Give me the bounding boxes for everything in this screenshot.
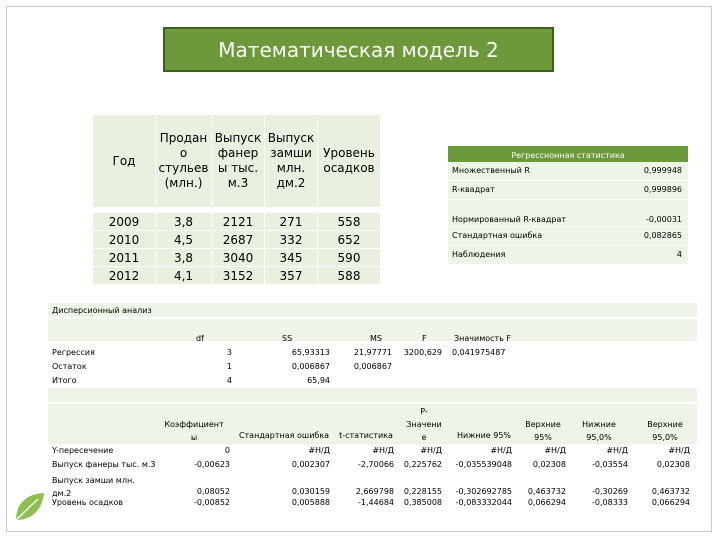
anova-row-label: Остаток [52,362,87,371]
coef-cell: #Н/Д [308,446,330,455]
regstat-row: Стандартная ошибка 0,082865 [448,227,688,246]
table-row: 2010 4,5 2687 332 652 [93,231,381,249]
coef-cell: 0,02308 [656,460,690,469]
coef-cell: 0,385008 [403,498,442,507]
regstat-row: Наблюдения 4 [448,246,688,265]
anova-col-f: F [422,334,427,343]
regstat-row: Множественный R 0,999948 [448,162,688,181]
coef-col-low950: Нижние 95,0% [582,420,616,442]
coef-cell: #Н/Д [668,446,690,455]
coef-cell: 0,066294 [527,498,566,507]
regstat-row: Нормированный R-квадрат -0,00031 [448,200,688,227]
anova-col-sigf: Значимость F [454,334,512,343]
coef-cell: -0,30269 [592,487,628,496]
coef-cell: #Н/Д [606,446,628,455]
coef-cell: -0,00623 [194,460,230,469]
coef-cell: #Н/Д [544,446,566,455]
coef-row-label: Выпуск фанеры тыс. м.3 [52,460,156,469]
table-row: 2012 4,1 3152 357 588 [93,267,381,285]
header-chairs: Продан о стульев (млн.) [156,115,212,208]
coef-cell: -0,03554 [592,460,628,469]
coef-cell: 0,005888 [291,498,330,507]
table-row: 2011 3,8 3040 345 590 [93,249,381,267]
coef-cell: 0,463732 [651,487,690,496]
slide-title [163,27,554,72]
coef-col-low95: Нижние 95% [456,431,512,440]
anova-col-df: df [196,334,204,343]
source-data-table [92,114,381,285]
anova-row-label: Итого [52,376,77,385]
coef-cell: 0,030159 [291,487,330,496]
coef-cell: #Н/Д [420,446,442,455]
anova-col-ss: SS [282,334,293,343]
coef-cell: 0,228155 [403,487,442,496]
regstat-header: Регрессионная статистика [448,146,688,162]
coef-cell: #Н/Д [372,446,394,455]
header-year: Год [93,115,156,208]
table-row: 2009 3,8 2121 271 558 [93,213,381,231]
coef-col-p: P- Значени е [406,407,442,442]
coef-row-label: Уровень осадков [52,498,124,507]
coef-row-label: Выпуск замши млн. дм.2 [52,476,135,498]
header-plywood: Выпуск фанер ы тыс. м.3 [212,115,265,208]
coef-col-up950: Верхние 95,0% [647,420,683,442]
coef-cell: 0,08052 [196,487,230,496]
regstat-row: R-квадрат 0,999896 [448,181,688,200]
coef-row-label: Y-пересечение [52,446,114,455]
coef-col-se: Стандартная ошибка [238,431,330,440]
coef-cell: 0,463732 [527,487,566,496]
coef-cell: 2,669798 [355,487,394,496]
header-suede: Выпуск замши млн. дм.2 [265,115,318,208]
title-text: Математическая модель 2 [218,37,499,62]
header-rainfall: Уровень осадков [318,115,381,208]
coef-cell: 0,225762 [403,460,442,469]
coef-col-t: t-статистика [339,431,393,440]
anova-title: Дисперсионный анализ [52,306,152,315]
regression-statistics [448,146,688,265]
coef-cell: -0,00852 [194,498,230,507]
coef-cell: #Н/Д [490,446,512,455]
coef-cell: -1,44684 [358,498,394,507]
anova-col-ms: MS [370,334,382,343]
coef-cell: 0 [224,446,230,455]
coef-col-coef: Коэффициент ы [164,420,224,442]
coef-cell: -0,08333 [592,498,628,507]
coef-cell: -0,035539048 [455,460,512,469]
coef-cell: 0,02308 [532,460,566,469]
coef-cell: 0,002307 [291,460,330,469]
leaf-icon [12,490,46,524]
coef-cell: -0,083332044 [455,498,512,507]
coef-cell: 0,066294 [651,498,690,507]
coef-cell: -2,70066 [358,460,394,469]
coef-cell: -0,302692785 [455,487,512,496]
anova-row-label: Регрессия [52,348,95,357]
coef-col-up95: Верхние 95% [525,420,561,442]
